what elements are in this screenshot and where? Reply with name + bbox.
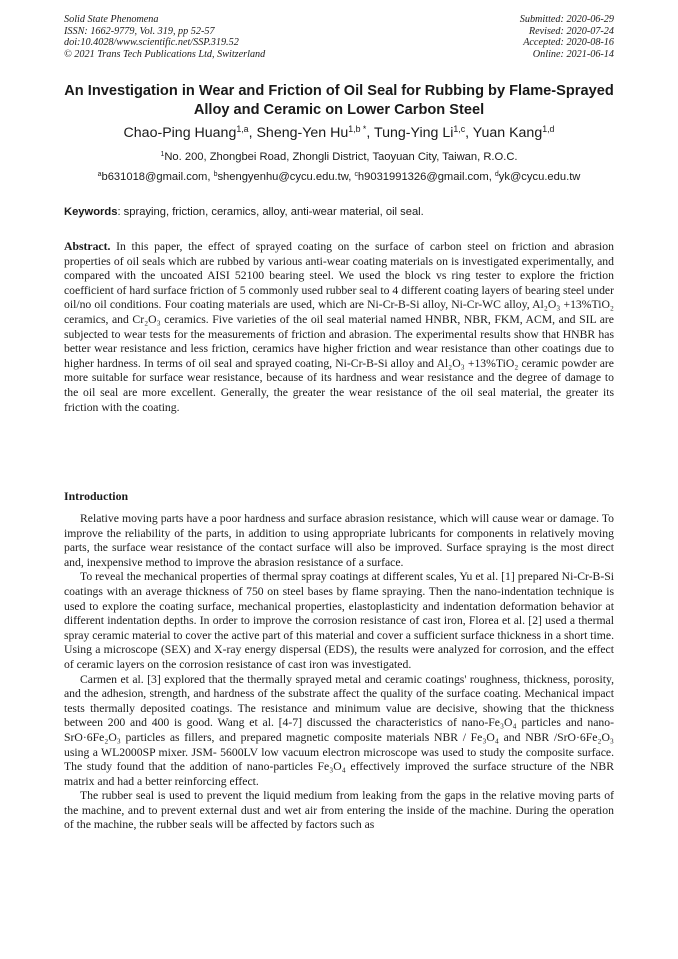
paper-title: An Investigation in Wear and Friction of Oil Seal for Rubbing by Flame-Sprayed Alloy and Ceramic on Lower Carbon Steel	[64, 83, 614, 118]
email-sup: c	[354, 171, 358, 179]
formula-al2o3-tio2: Al₂O₃ +13%TiO₂	[436, 356, 519, 370]
formula-nbr-fe3o4: NBR / Fe₃O₄	[434, 730, 499, 744]
date-online: Online: 2021-06-14	[532, 48, 614, 60]
author-name: Sheng-Yen Hu	[256, 125, 349, 141]
introduction-body	[64, 512, 614, 833]
date-accepted: Accepted: 2020-08-16	[523, 37, 614, 49]
journal-header-left	[64, 14, 265, 60]
abstract-text: ceramics. Five varieties of the oil seal material named HNBR, NBR, FKM, ACM, and SIL are subjected to wear tests for the measurements of friction and abrasion. The experimental results show that HNBR has better wear resistance and less friction, ceramics have higher friction and wear resistance than other coatings due to higher hardness. In terms of oil seal and sprayed coating, Ni-Cr-B-Si alloy and	[64, 312, 614, 370]
affiliation	[40, 150, 638, 164]
journal-name: Solid State Phenomena	[64, 14, 159, 25]
formula-fe3o4: Fe₃O₄	[488, 716, 517, 730]
intro-paragraph	[64, 673, 614, 790]
affiliation-sup: 1	[160, 151, 165, 159]
keywords	[64, 205, 614, 219]
intro-paragraph: Relative moving parts have a poor hardness and surface abrasion resistance, which will cause wear or damage. To improve the reliability of the parts, in addition to using appropriate lubricants for components in relatively moving parts, the surface wear resistance of the contact surface will also be improved. Surface spraying is the most direct and, inexpensive method to improve the abrasion resistance of a surface.	[64, 512, 614, 569]
journal-header-right	[520, 14, 614, 60]
author-sup: 1,b *	[348, 124, 367, 135]
author-name: Yuan Kang	[472, 125, 543, 141]
author-name: Chao-Ping Huang	[123, 125, 237, 141]
journal-issn: ISSN: 1662-9779, Vol. 319, pp 52-57	[64, 25, 215, 37]
abstract	[64, 240, 614, 415]
abstract-text: ceramics, and	[64, 312, 133, 326]
intro-text: Carmen et al. [3] explored that the thermally sprayed metal and ceramic coatings' roughness, thickness, porosity, and the adhesion, strength, and hardness of the substrate affect the quality of the surface coating. Mechanical impact tests thermally deposited coatings. The resistance and minimum value are decisive, showing that the thickness between 200 and 400 is good. Wang et al. [4-7] discussed the characteristics of nano-	[64, 672, 614, 730]
author-list: Chao-Ping Huang$^{1,a}$, Sheng-Yen $Hu^{1,b *}$, Tung-Ying Li$^{1,c}$, Yuan Kang$^{1,d}$	[123, 124, 555, 141]
email-link[interactable]: yk@cycu.edu.tw	[498, 171, 581, 183]
intro-paragraph: The rubber seal is used to prevent the liquid medium from leaking from the gaps in the relative moving parts of the machine, and to prevent external dust and wet air from entering the inside of the machine. During the operation of the machine, the rubber seals will be affected by factors such as	[64, 789, 614, 832]
affiliation-text: No. 200, Zhongbei Road, Zhongli District, Taoyuan City, Taiwan, R.O.C.	[164, 151, 518, 163]
email-sup: d	[494, 171, 499, 179]
author-sup: 1,d	[542, 124, 555, 135]
email-sup: b	[213, 171, 218, 179]
author-sup: 1,c	[453, 124, 466, 135]
intro-text: particles as fillers, and prepared magnetic composite materials	[120, 730, 434, 744]
keywords-label: Keywords	[64, 206, 118, 218]
email-list: $^a$b631018@gmail.com, $^b$shengyenhu@cycu.edu.tw, $^c$h9031991326@gmail.com, $^d$yk@cycu.edu.tw	[97, 171, 581, 183]
intro-text: particles and nano-	[516, 716, 614, 730]
email-link[interactable]: h9031991326@gmail.com	[357, 171, 489, 183]
author-name: Tung-Ying Li	[374, 125, 454, 141]
email-link[interactable]: shengyenhu@cycu.edu.tw	[217, 171, 349, 183]
abstract-text: In this paper, the effect of sprayed coating on the surface of carbon steel on friction and abrasion properties of oil seals which are rubbed by various anti-wear coating materials on is investigated experimentally, and compared with the uncoated AISI 52100 bearing steel. We used the block vs ring tester to explore the friction coefficient of hard surface friction of 5 commonly used rubber seal to 4 different coating layers of bearing steel under oil/no oil conditions. Four coating materials are used, which are Ni-Cr-B-Si alloy, Ni-Cr-WC alloy,	[64, 240, 614, 312]
intro-text: and	[498, 730, 526, 744]
email-link[interactable]: b631018@gmail.com	[101, 171, 208, 183]
date-submitted: Submitted: 2020-06-29	[519, 14, 614, 25]
abstract-label: Abstract.	[64, 240, 111, 253]
intro-text: using a WL2000SP mixer. JSM- 5600LV low vacuum electron microscope was used to study the composite surface. The study found that the addition of nano-particles	[64, 745, 614, 774]
formula-nbr-sro: NBR /SrO·6Fe₂O₃	[525, 730, 614, 744]
journal-doi[interactable]: doi:10.4028/www.scientific.net/SSP.319.52	[64, 37, 239, 49]
intro-text: effectively improved the surface structure of the NBR matrix and had a better reinforcing effect.	[64, 760, 614, 788]
abstract-text: ceramic powder are more suitable for surface wear resistance, because of its hardness and wear resistance and the degree of damage to the oil seal are more excellent. Generally, the greater the wear resistance of the oil seal material, the greater its friction with the coating.	[64, 356, 614, 414]
formula-al2o3-tio2: Al₂O₃ +13%TiO₂	[532, 298, 614, 312]
formula-sro-fe2o3: SrO·6Fe₂O₃	[64, 730, 121, 744]
section-heading-introduction: Introduction	[64, 489, 129, 503]
formula-fe3o4: Fe₃O₄	[317, 760, 346, 774]
author-sup: 1,a	[236, 124, 249, 135]
formula-cr2o3: Cr₂O₃	[132, 312, 161, 326]
keywords-text: : spraying, friction, ceramics, alloy, anti-wear material, oil seal.	[117, 206, 424, 218]
email-sup: a	[97, 171, 102, 179]
date-revised: Revised: 2020-07-24	[528, 25, 614, 37]
intro-paragraph: To reveal the mechanical properties of thermal spray coatings at different scales, Yu et al. [1] prepared Ni-Cr-B-Si coatings with an average thickness of 750 on steel bases by flame spraying. Then the nano-indentation technique is used to explore the coating surface, mechanical properties, elastoplasticity and indentation deformation behavior at different indentation depths. In order to improve the corrosion resistance of cast iron, Florea et al. [2] used a thermal spray ceramic material to cover the active part of this material and cover a sufficient surface thickness in a short time. Using a microscope (SEX) and X-ray energy dispersal (EDS), the results were analyzed for corrosion, and the effect of ceramic layers on the corrosion resistance of cast iron was investigated.	[64, 570, 614, 671]
journal-copyright: © 2021 Trans Tech Publications Ltd, Switzerland	[64, 48, 266, 60]
